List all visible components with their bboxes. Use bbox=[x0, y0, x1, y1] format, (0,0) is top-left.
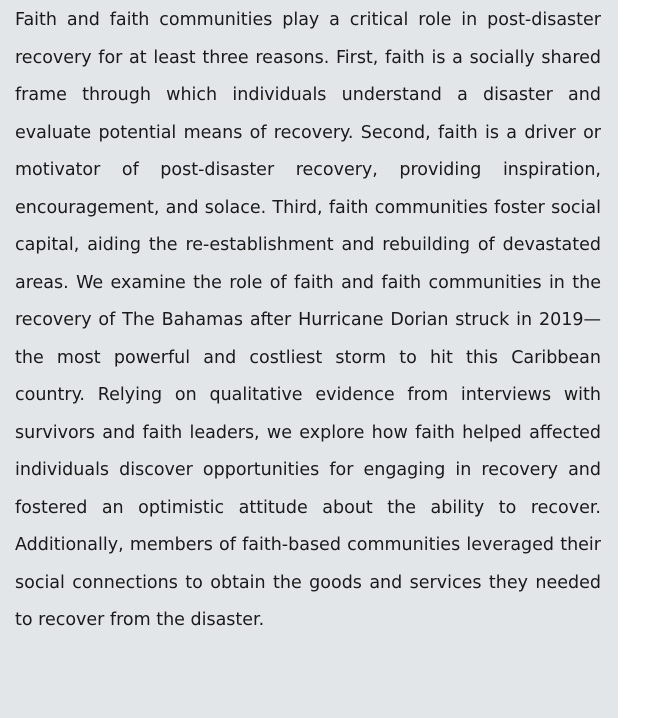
abstract-text: Faith and faith communities play a critical role in post-disaster recovery for at least three reasons. First, faith is a socially shared frame through which individuals understand a disaster and evaluate potential means of recovery. Second, faith is a driver or motivator of post-disaster recovery, providing inspiration, encouragement, and solace. Third, faith communities foster social capital, aiding the re-establishment and rebuilding of devastated areas. We examine the role of faith and faith communities in the recovery of The Bahamas after Hurricane Dorian struck in 2019—the most powerful and costliest storm to hit this Caribbean country. Relying on qualitative evidence from interviews with survivors and faith leaders, we explore how faith helped affected individuals discover opportunities for engaging in recovery and fostered an optimistic attitude about the ability to recover. Additionally, members of faith-based communities leveraged their social connections to obtain the goods and services they needed to recover from the disaster. bbox=[15, 10, 601, 630]
